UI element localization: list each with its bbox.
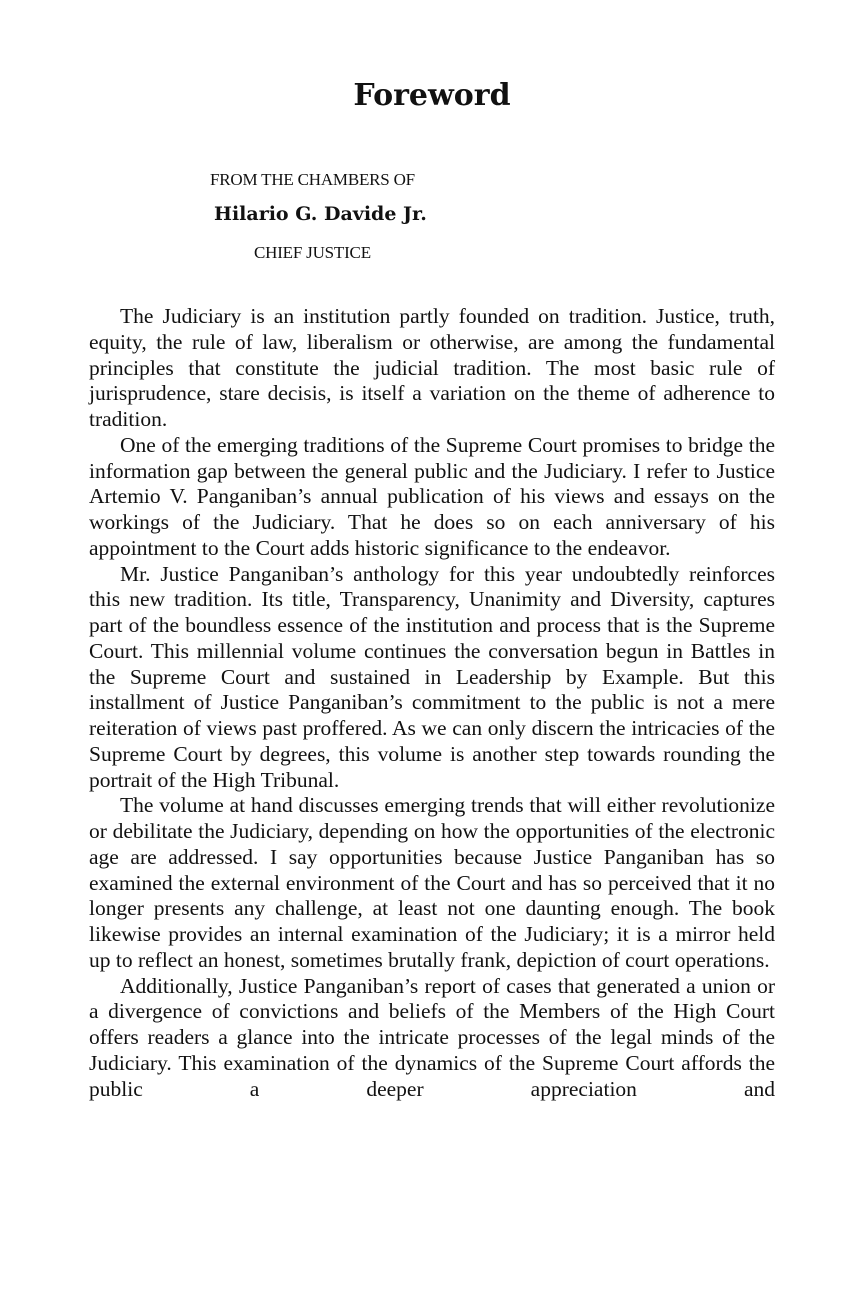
paragraph-3: Mr. Justice Panganiban’s anthology for this year undoubtedly reinforces this new tradition. Its title, Transparency, Unanimity and Diversity, captures part of the boundless essence of the institution and process that is the Supreme Court. This millennial volume continues the conversation begun in Battles in the Supreme Court and sustained in Leadership by Example. But this installment of Justice Panganiban’s commitment to the public is not a mere reiteration of views past proffered. As we can only discern the intricacies of the Supreme Court by degrees, this volume is another step towards rounding the portrait of the High Tribunal. [89, 561, 775, 792]
paragraph-1: The Judiciary is an institution partly founded on tradition. Justice, truth, equity, the rule of law, liberalism or otherwise, are among the fundamental principles that constitute the judicial tradition. The most basic rule of jurisprudence, stare decisis, is itself a variation on the theme of adherence to tradition. [89, 304, 775, 431]
author-role: CHIEF JUSTICE [254, 243, 371, 262]
paragraph-2: One of the emerging traditions of the Supreme Court promises to bridge the information gap between the general public and the Judiciary. I refer to Justice Artemio V. Panganiban’s annual publication of his views and essays on the workings of the Judiciary. That he does so on each anniversary of his appointment to the Court adds historic significance to the endeavor. [89, 432, 775, 560]
foreword-body [89, 304, 775, 1102]
paragraph-4: The volume at hand discusses emerging trends that will either revolutionize or debilitate the Judiciary, depending on how the opportunities of the electronic age are addressed. I say opportunities because Justice Panganiban has so examined the external environment of the Court and has so perceived that it no longer presents any challenge, at least not one daunting enough. The book likewise provides an internal examination of the Judiciary; it is a mirror held up to reflect an honest, sometimes brutally frank, depiction of court operations. [89, 793, 775, 972]
paragraph-5: Additionally, Justice Panganiban’s report of cases that generated a union or a divergence of convictions and beliefs of the Members of the High Court offers readers a glance into the intricate processes of the legal minds of the Judiciary. This examination of the dynamics of the Supreme Court affords the public a deeper appreciation and [89, 973, 775, 1101]
author-name: Hilario G. Davide Jr. [214, 203, 427, 225]
chambers-line: FROM THE CHAMBERS OF [210, 170, 415, 189]
page-title: Foreword [353, 78, 511, 113]
